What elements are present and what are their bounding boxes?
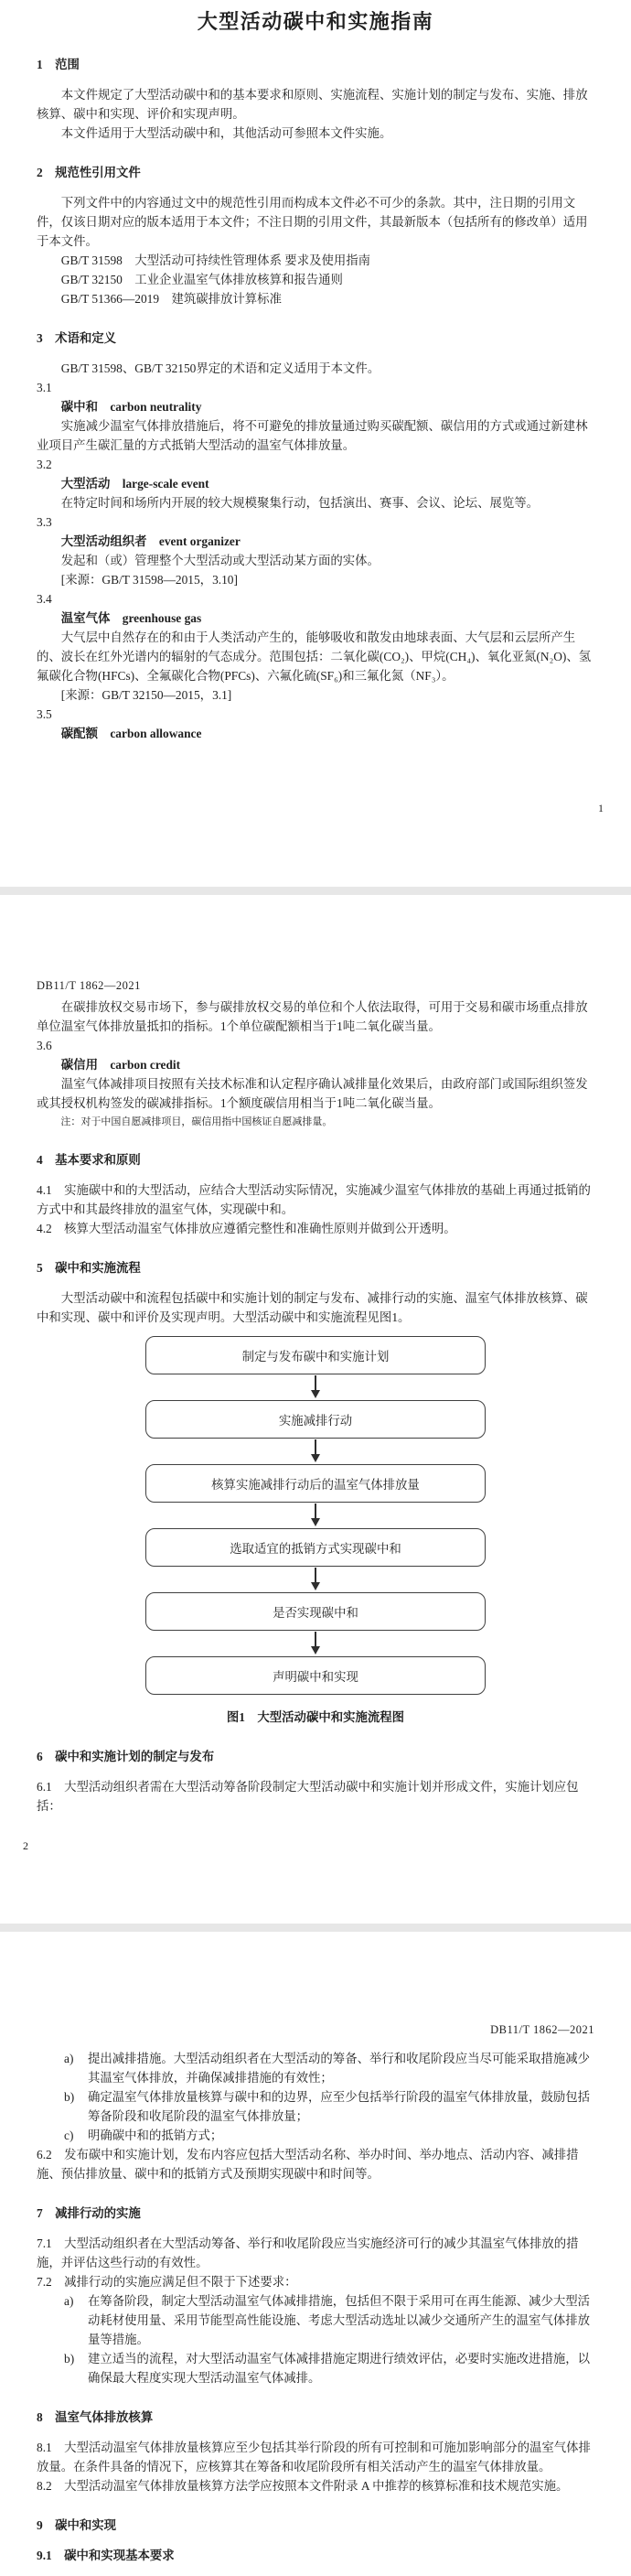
term-name: 大型活动组织者 event organizer <box>60 534 241 548</box>
reference-item: GB/T 31598 大型活动可持续性管理体系 要求及使用指南 <box>60 253 371 267</box>
term-definition: 在特定时间和场所内开展的较大规模聚集行动，包括演出、赛事、会议、论坛、展览等。 <box>60 496 540 510</box>
subsection-9-1-heading: 9.1 碳中和实现基本要求 <box>37 2549 175 2562</box>
clause: 6.2 发布碳中和实施计划，发布内容应包括大型活动名称、举办时间、举办地点、活动内容、减排措施、预估排放量、碳中和的抵销方式及预期实现碳中和时间等。 <box>37 2148 579 2181</box>
section-9-heading: 9 碳中和实现 <box>37 2518 117 2532</box>
list-item-text: 在筹备阶段，制定大型活动温室气体减排措施，包括但不限于采用可在再生能源、减少大型活动耗材使用量、采用节能型高性能设施、考虑大型活动选址以减少交通所产生的温室气体排放量等措施。 <box>88 2294 591 2346</box>
clause: 8.1 大型活动温室气体排放量核算应至少包括其举行阶段的所有可控制和可施加影响部分的温室气体排放量。在条件具备的情况下，应核算其在筹备和收尾阶段所有相关活动产生的温室气体排放量。 <box>37 2441 591 2474</box>
term-definition: 发起和（或）管理整个大型活动或大型活动某方面的实体。 <box>60 554 380 567</box>
clause: 7.1 大型活动组织者在大型活动筹备、举行和收尾阶段应当实施经济可行的减少其温室气体排放的措施，并评估这些行动的有效性。 <box>37 2236 579 2269</box>
term-definition: 在碳排放权交易市场下，参与碳排放权交易的单位和个人依法取得，可用于交易和碳市场重点排放单位温室气体排放量抵扣的指标。1个单位碳配额相当于1吨二氧化碳当量。 <box>37 1000 588 1033</box>
list-item-label: c) <box>64 2129 74 2142</box>
list-item-label: a) <box>64 2052 74 2065</box>
term-number: 3.3 <box>37 515 52 529</box>
reference-item: GB/T 51366—2019 建筑碳排放计算标准 <box>60 292 282 306</box>
clause: 4.2 核算大型活动温室气体排放应遵循完整性和准确性原则并做到公开透明。 <box>37 1222 456 1235</box>
running-header: DB11/T 1862—2021 <box>37 979 141 992</box>
section-7-heading: 7 减排行动的实施 <box>37 2206 141 2220</box>
term-number: 3.2 <box>37 458 52 471</box>
page-divider <box>0 887 631 895</box>
section-8-heading: 8 温室气体排放核算 <box>37 2410 154 2424</box>
section-3-heading: 3 术语和定义 <box>37 331 117 345</box>
clause: 7.2 减排行动的实施应满足但不限于下述要求： <box>37 2275 297 2289</box>
term-source: [来源：GB/T 31598—2015，3.10] <box>60 573 238 587</box>
paragraph: 大型活动碳中和流程包括碳中和实施计划的制定与发布、减排行动的实施、温室气体排放核算、碳中和实现、碳中和评价及实现声明。大型活动碳中和实施流程见图1。 <box>37 1291 588 1324</box>
term-definition: 温室气体减排项目按照有关技术标准和认定程序确认减排量化效果后，由政府部门或国际组织签发或其授权机构签发的碳减排指标。1个额度碳信用相当于1吨二氧化碳当量。 <box>37 1077 588 1110</box>
page-2 <box>0 895 631 1924</box>
flow-step-box: 选取适宜的抵销方式实现碳中和 <box>145 1528 486 1567</box>
page-number: 1 <box>598 802 604 814</box>
list-item-text: 建立适当的流程，对大型活动温室气体减排措施定期进行绩效评估，必要时实施改进措施，以确保最大程度实现大型活动温室气体减排。 <box>88 2352 591 2385</box>
term-entry <box>37 1036 594 1130</box>
page-divider <box>0 1924 631 1932</box>
arrow-down-icon <box>37 1631 594 1656</box>
clause: 4.1 实施碳中和的大型活动，应结合大型活动实际情况，实施减少温室气体排放的基础上再通过抵销的方式中和其最终排放的温室气体，实现碳中和。 <box>37 1183 591 1216</box>
list-item-text: 提出减排措施。大型活动组织者在大型活动的筹备、举行和收尾阶段应当尽可能采取措施减少其温室气体排放，并确保减排措施的有效性； <box>88 2052 591 2085</box>
term-number: 3.6 <box>37 1039 52 1052</box>
list-item <box>37 2349 594 2387</box>
term-entry <box>37 512 594 589</box>
term-entry <box>37 589 594 705</box>
list-item <box>37 2049 594 2087</box>
list-item-label: b) <box>64 2352 75 2366</box>
paragraph: 下列文件中的内容通过文中的规范性引用而构成本文件必不可少的条款。其中，注日期的引用文件，仅该日期对应的版本适用于本文件；不注日期的引用文件，其最新版本（包括所有的修改单）适用于本文件。 <box>37 196 588 248</box>
paragraph: 本文件适用于大型活动碳中和，其他活动可参照本文件实施。 <box>60 126 392 140</box>
list-item <box>37 2126 594 2145</box>
note-text: 注：对于中国自愿减排项目，碳信用指中国核证自愿减排量。 <box>60 1116 333 1127</box>
figure-caption: 图1 大型活动碳中和实施流程图 <box>226 1710 405 1724</box>
list-item-label: b) <box>64 2090 75 2104</box>
term-name: 碳信用 carbon credit <box>60 1058 181 1072</box>
section-5-heading: 5 碳中和实施流程 <box>37 1261 141 1275</box>
flowchart <box>37 1336 594 1695</box>
arrow-down-icon <box>37 1503 594 1528</box>
term-name: 大型活动 large-scale event <box>60 477 209 490</box>
flow-step-box: 实施减排行动 <box>145 1400 486 1439</box>
section-2-heading: 2 规范性引用文件 <box>37 166 141 179</box>
term-entry <box>37 705 594 743</box>
list-item <box>37 2291 594 2349</box>
clause: 8.2 大型活动温室气体排放量核算方法学应按照本文件附录 A 中推荐的核算标准和技术规范实施。 <box>37 2479 569 2493</box>
running-header: DB11/T 1862—2021 <box>490 2023 594 2036</box>
term-number: 3.1 <box>37 381 52 394</box>
term-definition: 大气层中自然存在的和由于人类活动产生的，能够吸收和散发由地球表面、大气层和云层所产生的、波长在红外光谱内的辐射的气态成分。范围包括：二氧化碳(CO₂)、甲烷(CH₄)、氧化亚氮(N₂O)、氢氟碳化合物(HFCs)、全氟碳化合物(PFCs)、六氟化硫(SF₆)和三氟化氮（NF₃）。 <box>37 631 592 683</box>
term-number: 3.5 <box>37 707 52 721</box>
list-item-label: a) <box>64 2294 74 2308</box>
paragraph: 本文件规定了大型活动碳中和的基本要求和原则、实施流程、实施计划的制定与发布、实施、排放核算、碳中和实现、评价和实现声明。 <box>37 88 588 121</box>
section-6-heading: 6 碳中和实施计划的制定与发布 <box>37 1750 215 1763</box>
flow-step-box: 声明碳中和实现 <box>145 1656 486 1695</box>
paragraph: GB/T 31598、GB/T 32150界定的术语和定义适用于本文件。 <box>60 361 380 375</box>
term-entry <box>37 455 594 512</box>
list-item-text: 明确碳中和的抵销方式； <box>88 2129 223 2142</box>
list-item-text: 确定温室气体排放量核算与碳中和的边界，应至少包括举行阶段的温室气体排放量，鼓励包括筹备阶段和收尾阶段的温室气体排放量； <box>88 2090 591 2123</box>
clause: 6.1 大型活动组织者需在大型活动筹备阶段制定大型活动碳中和实施计划并形成文件，实施计划应包括： <box>37 1780 579 1813</box>
section-4-heading: 4 基本要求和原则 <box>37 1153 141 1167</box>
page-1 <box>0 0 631 887</box>
flow-step-box: 核算实施减排行动后的温室气体排放量 <box>145 1464 486 1503</box>
page-number: 2 <box>23 1839 28 1852</box>
term-number: 3.4 <box>37 592 52 606</box>
page-3 <box>0 1932 631 2576</box>
list-item <box>37 2087 594 2126</box>
term-entry <box>37 378 594 455</box>
section-1-heading: 1 范围 <box>37 58 80 71</box>
term-definition: 实施减少温室气体排放措施后，将不可避免的排放量通过购买碳配额、碳信用的方式或通过新建林业项目产生碳汇量的方式抵销大型活动的温室气体排放量。 <box>37 419 588 452</box>
document-title: 大型活动碳中和实施指南 <box>197 10 434 33</box>
arrow-down-icon <box>37 1439 594 1464</box>
term-name: 碳配额 carbon allowance <box>60 727 202 740</box>
flow-step-box: 制定与发布碳中和实施计划 <box>145 1336 486 1374</box>
reference-item: GB/T 32150 工业企业温室气体排放核算和报告通则 <box>60 273 343 286</box>
term-source: [来源：GB/T 32150—2015，3.1] <box>60 688 232 702</box>
term-name: 碳中和 carbon neutrality <box>60 400 202 414</box>
term-name: 温室气体 greenhouse gas <box>60 611 202 625</box>
arrow-down-icon <box>37 1374 594 1400</box>
arrow-down-icon <box>37 1567 594 1592</box>
flow-step-box: 是否实现碳中和 <box>145 1592 486 1631</box>
